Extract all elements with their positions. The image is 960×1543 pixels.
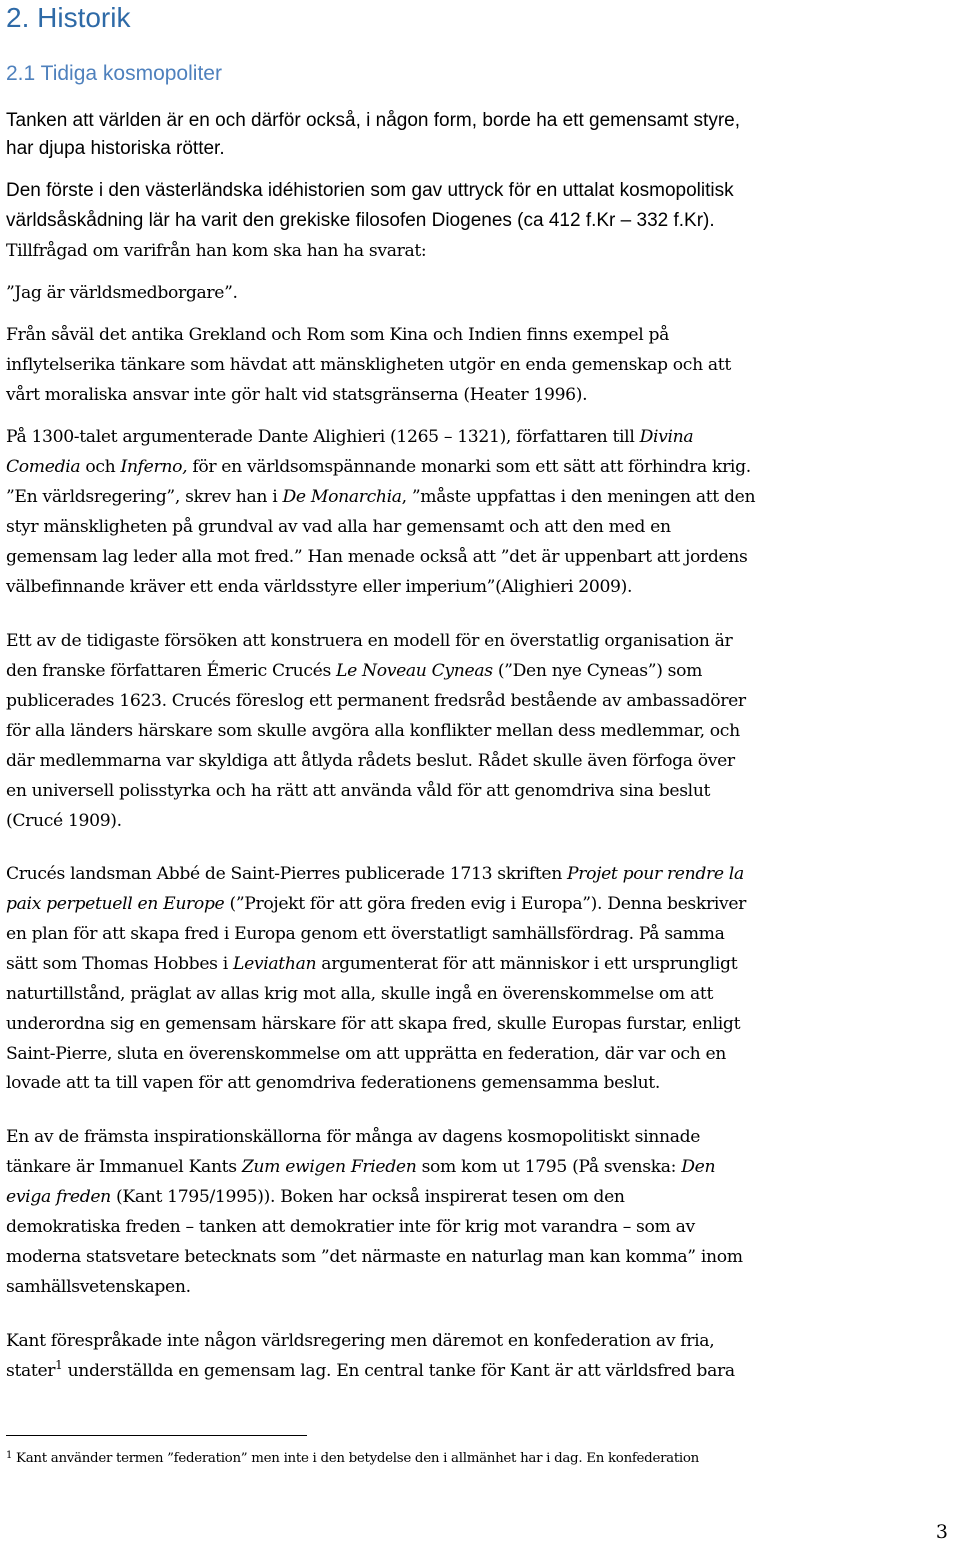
text-line: (Crucé 1909). (6, 811, 122, 831)
text-line: Tanken att världen är en och därför också, i någon form, borde ha ett gemensamt styre, (6, 110, 741, 131)
text-line: har djupa historiska rötter. (6, 138, 225, 159)
text-line: underordna sig en gemensam härskare för att skapa fred, skulle Europas furstar, enligt (6, 1014, 741, 1034)
footnote (6, 1449, 699, 1469)
text-line: vårt moraliska ansvar inte gör halt vid statsgränserna (Heater 1996). (6, 385, 588, 405)
text-line: en universell polisstyrka och ha rätt att använda våld för att genomdriva sina beslut (6, 781, 711, 801)
text-line: Crucés landsman Abbé de Saint-Pierres publicerade 1713 skriften Projet pour rendre la (6, 864, 744, 884)
text-line: gemensam lag leder alla mot fred.” Han menade också att ”det är uppenbart att jordens (6, 547, 748, 567)
text-line: inflytelserika tänkare som hävdat att mänskligheten utgör en enda gemenskap och att (6, 355, 731, 375)
text-line: samhällsvetenskapen. (6, 1277, 191, 1297)
text-line: en plan för att skapa fred i Europa genom ett överstatligt samhällsfördrag. På samma (6, 924, 725, 944)
footnote-text: Kant använder termen ”federation” men inte i den betydelse den i allmänhet har i dag. En konfederation (12, 1451, 700, 1466)
text-line: demokratiska freden – tanken att demokratier inte för krig mot varandra – som av (6, 1217, 695, 1237)
text-line: världsåskådning lär ha varit den grekiske filosofen Diogenes (ca 412 f.Kr – 332 f.Kr). (6, 210, 715, 231)
subsection-heading: 2.1 Tidiga kosmopoliter (6, 62, 222, 85)
text-line: naturtillstånd, präglat av allas krig mot alla, skulle ingå en överenskommelse om att (6, 984, 714, 1004)
text-line: Tillfrågad om varifrån han kom ska han ha svarat: (6, 241, 427, 261)
text-line: lovade att ta till vapen för att genomdriva federationens gemensamma beslut. (6, 1073, 660, 1093)
text-line: där medlemmarna var skyldiga att åtlyda rådets beslut. Rådet skulle även förfoga över (6, 751, 735, 771)
text-line: Den förste i den västerländska idéhistorien som gav uttryck för en uttalat kosmopolitisk (6, 180, 734, 201)
text-line: Kant förespråkade inte någon världsregering men däremot en konfederation av fria, (6, 1331, 715, 1351)
page-number: 3 (935, 1521, 948, 1543)
text-line: ”En världsregering”, skrev han i De Monarchia, ”måste uppfattas i den meningen att den (6, 487, 756, 507)
text-line: Ett av de tidigaste försöken att konstruera en modell för en överstatlig organisation är (6, 631, 733, 651)
text-line: Från såväl det antika Grekland och Rom som Kina och Indien finns exempel på (6, 325, 670, 345)
footnote-reference[interactable]: 1 (55, 1358, 63, 1372)
text-line: paix perpetuell en Europe (”Projekt för att göra freden evig i Europa”). Denna beskriver (6, 894, 747, 914)
text-line: På 1300-talet argumenterade Dante Alighieri (1265 – 1321), författaren till Divina (6, 427, 694, 447)
text-line: En av de främsta inspirationskällorna för många av dagens kosmopolitiskt sinnade (6, 1127, 701, 1147)
footnote-divider (6, 1435, 307, 1436)
text-line: moderna statsvetare betecknats som ”det närmaste en naturlag man kan komma” inom (6, 1247, 743, 1267)
text-line: Saint-Pierre, sluta en överenskommelse om att upprätta en federation, där var och en (6, 1044, 726, 1064)
text-line: publicerades 1623. Crucés föreslog ett permanent fredsråd bestående av ambassadörer (6, 691, 746, 711)
footnote-marker: 1 (6, 1450, 13, 1461)
text-line: tänkare är Immanuel Kants Zum ewigen Frieden som kom ut 1795 (På svenska: Den (6, 1157, 716, 1177)
text-line: eviga freden (Kant 1795/1995)). Boken har också inspirerat tesen om den (6, 1187, 625, 1207)
section-heading: 2. Historik (6, 2, 131, 33)
text-line: sätt som Thomas Hobbes i Leviathan argumenterat för att människor i ett ursprungligt (6, 954, 738, 974)
text-line: Comedia och Inferno, för en världsomspännande monarki som ett sätt att förhindra krig. (6, 457, 751, 477)
text-line: stater$^1$ underställda en gemensam lag. En central tanke för Kant är att världsfred bara (6, 1358, 735, 1381)
text-line: för alla länders härskare som skulle avgöra alla konflikter mellan dess medlemmar, och (6, 721, 740, 741)
text-line: välbefinnande kräver ett enda världsstyre eller imperium”(Alighieri 2009). (6, 577, 633, 597)
quote-line: ”Jag är världsmedborgare”. (6, 283, 238, 303)
text-line: styr mänskligheten på grundval av vad alla har gemensamt och att den med en (6, 517, 671, 537)
text-line: den franske författaren Émeric Crucés Le Noveau Cyneas (”Den nye Cyneas”) som (6, 661, 703, 681)
